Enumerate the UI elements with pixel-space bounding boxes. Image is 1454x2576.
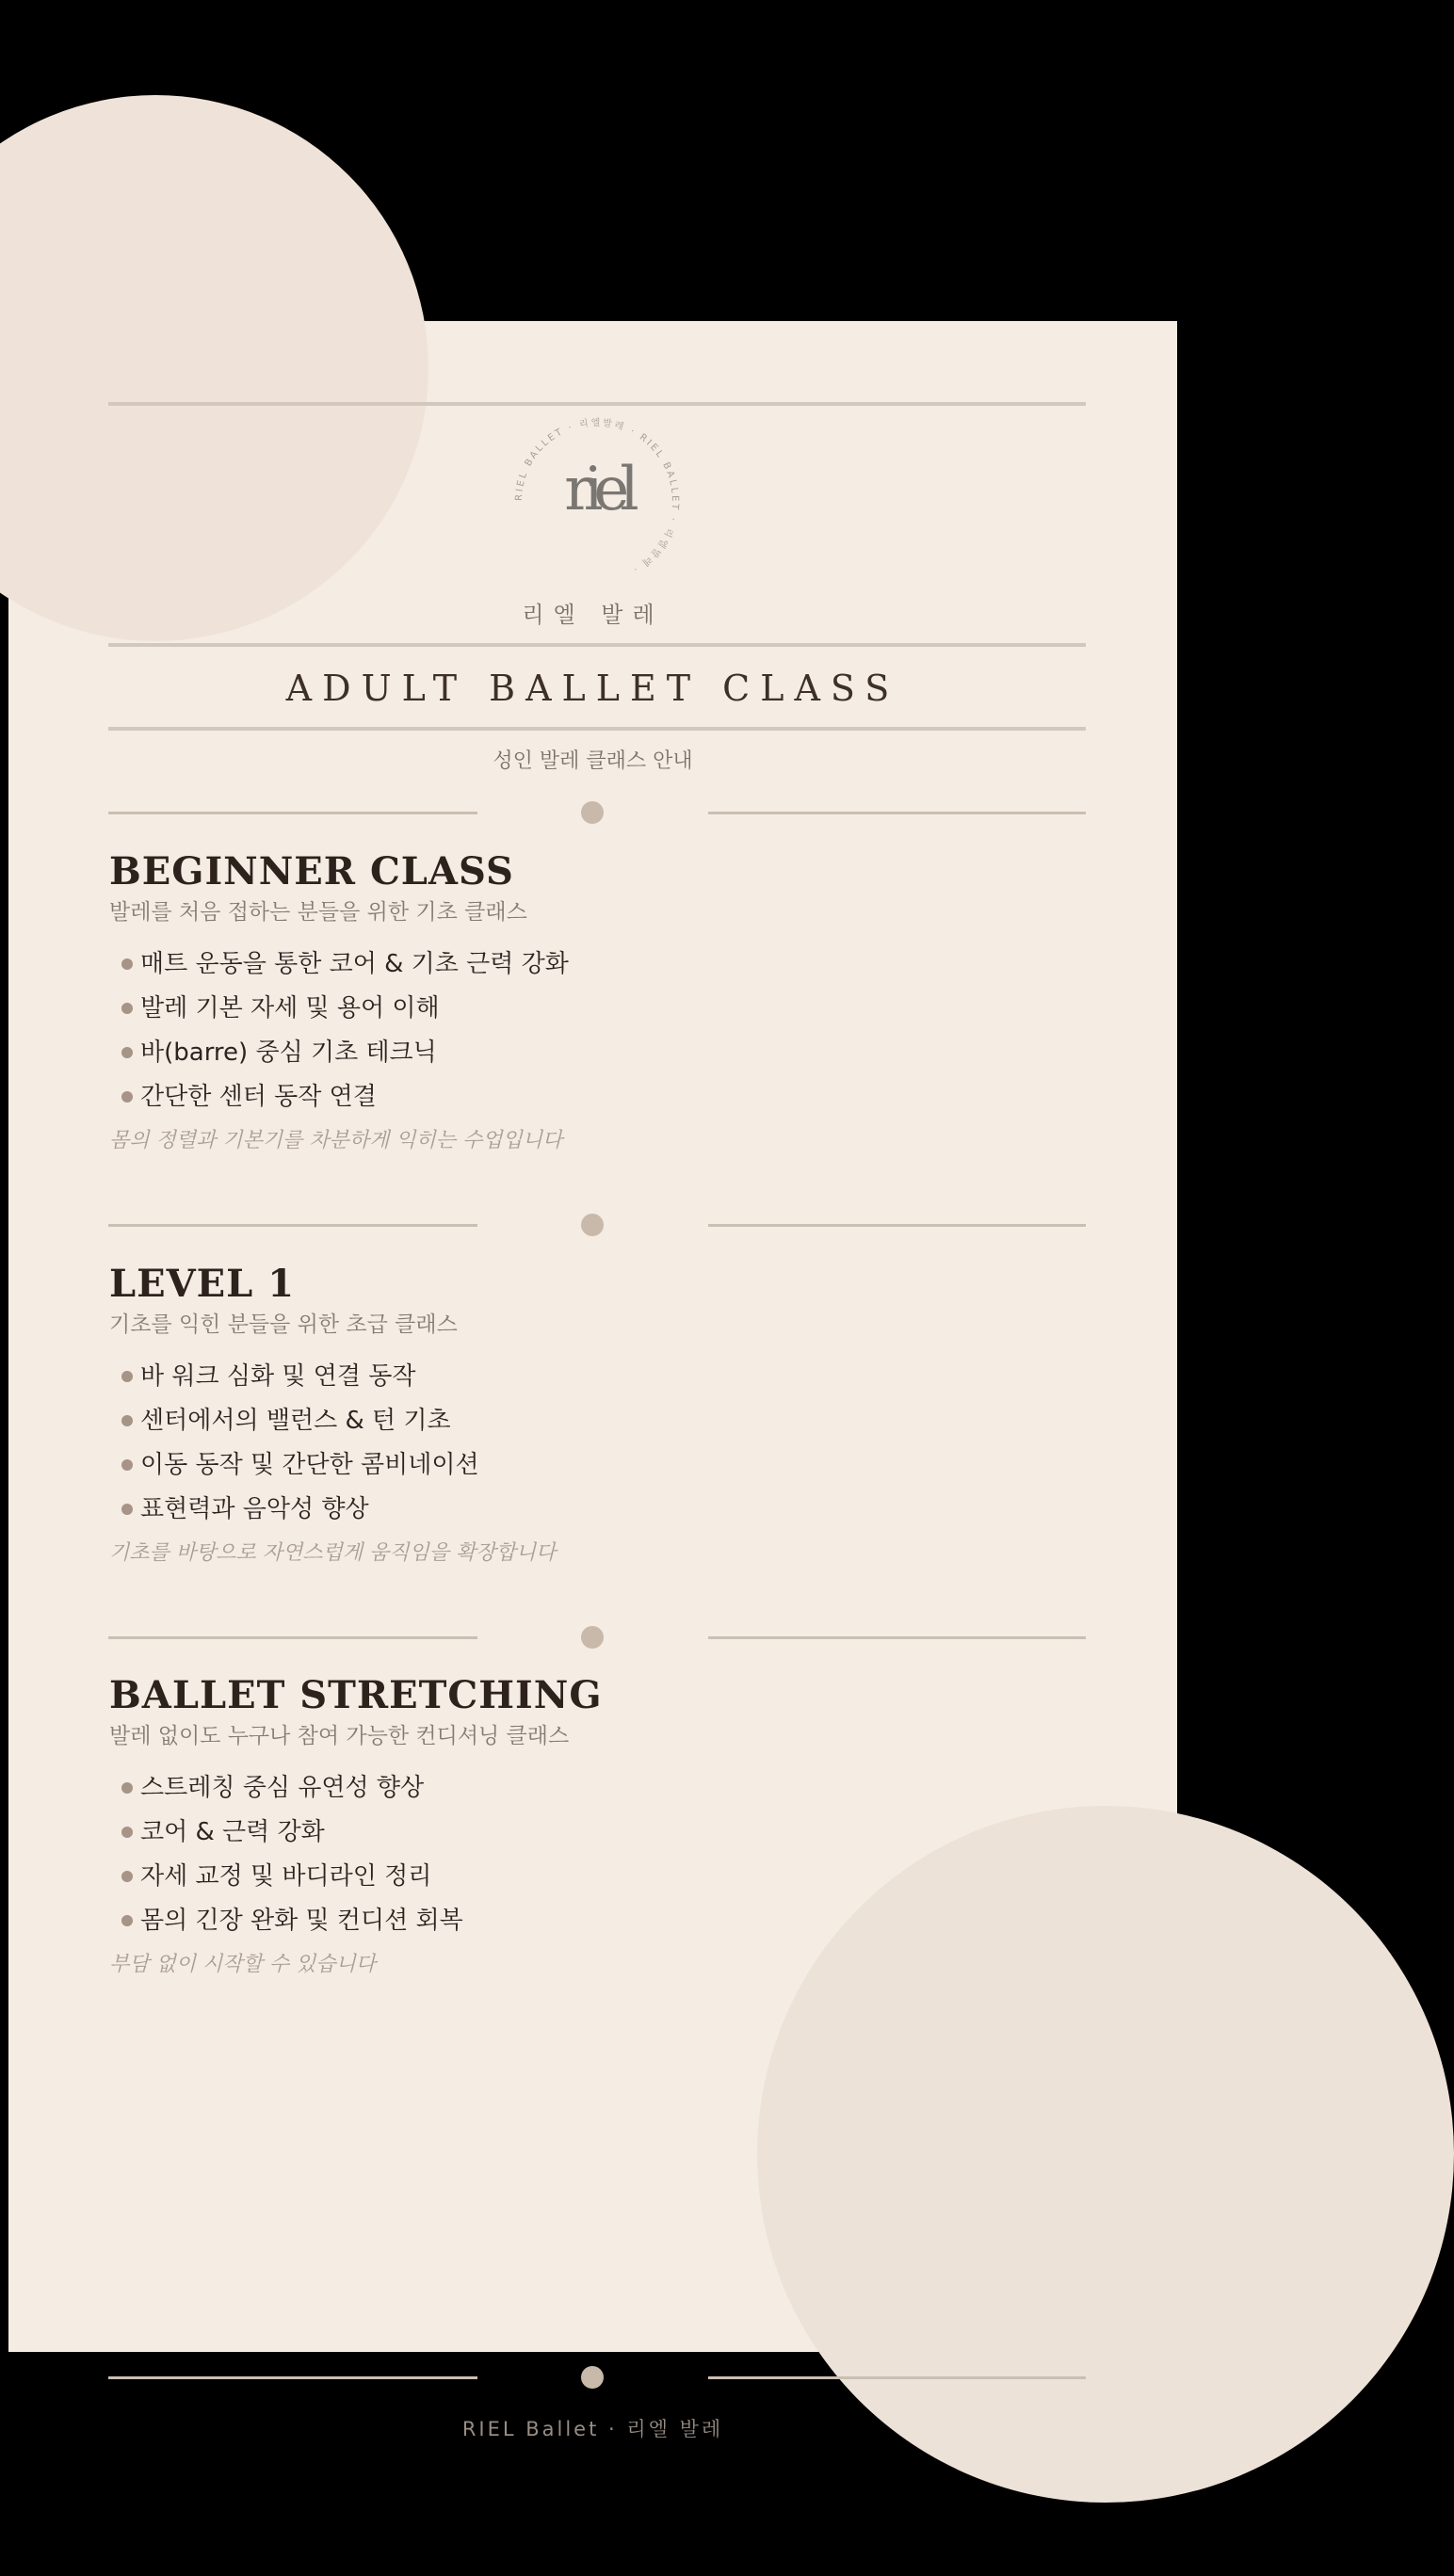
list-item-text: 바(barre) 중심 기초 테크닉 (140, 1038, 437, 1067)
section-note: 부담 없이 시작할 수 있습니다 (109, 1953, 376, 1976)
list-item-text: 코어 & 근력 강화 (140, 1818, 325, 1846)
bullet-dot-icon (121, 1003, 133, 1014)
divider-dot (581, 1214, 604, 1236)
brand-name-kr: 리엘 발레 (522, 602, 664, 628)
section-title: BALLET STRETCHING (109, 1673, 603, 1717)
list-item-text: 스트레칭 중심 유연성 향상 (140, 1774, 425, 1802)
list-item (109, 1079, 1051, 1123)
list-item (109, 1403, 1051, 1447)
divider-dot (581, 2366, 604, 2389)
section-item-list (109, 946, 1051, 1123)
section-subtitle: 발레 없이도 누구나 참여 가능한 컨디셔닝 클래스 (109, 1724, 570, 1748)
bullet-dot-icon (121, 1459, 133, 1471)
list-item-text: 자세 교정 및 바디라인 정리 (140, 1862, 432, 1891)
section-item-list (109, 1770, 1051, 1947)
decorative-circle-top-left (0, 95, 428, 641)
bullet-dot-icon (121, 1504, 133, 1515)
top-rule (108, 402, 1086, 406)
list-item (109, 1859, 1051, 1903)
list-item (109, 1447, 1051, 1491)
list-item (109, 1491, 1051, 1536)
page-subtitle: 성인 발레 클래스 안내 (493, 749, 693, 773)
list-item-text: 표현력과 음악성 향상 (140, 1495, 369, 1523)
section-beginner (109, 848, 1051, 1157)
section-note: 몸의 정렬과 기본기를 차분하게 익히는 수업입니다 (109, 1129, 563, 1152)
bullet-dot-icon (121, 1827, 133, 1838)
bullet-dot-icon (121, 1915, 133, 1926)
logo-ring-text: RIEL BALLET · 리엘발레 · RIEL BALLET · 리엘발레 · (513, 417, 681, 575)
bullet-dot-icon (121, 1782, 133, 1794)
list-item (109, 946, 1051, 990)
section-note: 기초를 바탕으로 자연스럽게 움직임을 확장합니다 (109, 1541, 557, 1565)
section-title: BEGINNER CLASS (109, 849, 514, 894)
bullet-dot-icon (121, 1091, 133, 1103)
list-item (109, 1359, 1051, 1403)
title-rule-top (108, 643, 1086, 647)
divider-dot (581, 801, 604, 824)
bullet-dot-icon (121, 958, 133, 970)
list-item-text: 이동 동작 및 간단한 콤비네이션 (140, 1451, 479, 1479)
section-item-list (109, 1359, 1051, 1536)
bullet-dot-icon (121, 1415, 133, 1426)
footer-text: RIEL Ballet · 리엘 발레 (461, 2418, 724, 2440)
bullet-dot-icon (121, 1047, 133, 1058)
list-item-text: 간단한 센터 동작 연결 (140, 1083, 377, 1111)
list-item (109, 1903, 1051, 1947)
list-item-text: 매트 운동을 통한 코어 & 기초 근력 강화 (140, 950, 569, 978)
list-item-text: 몸의 긴장 완화 및 컨디션 회복 (140, 1907, 463, 1935)
list-item-text: 바 워크 심화 및 연결 동작 (140, 1362, 416, 1391)
bullet-dot-icon (121, 1871, 133, 1882)
section-subtitle: 발레를 처음 접하는 분들을 위한 기초 클래스 (109, 900, 527, 925)
bullet-dot-icon (121, 1371, 133, 1382)
list-item (109, 990, 1051, 1035)
divider-dot (581, 1626, 604, 1649)
list-item (109, 1814, 1051, 1859)
section-subtitle: 기초를 익힌 분들을 위한 초급 클래스 (109, 1312, 458, 1337)
page-title: ADULT BALLET CLASS (285, 668, 900, 709)
list-item (109, 1035, 1051, 1079)
section-title: LEVEL 1 (109, 1262, 296, 1306)
title-rule-bottom (108, 727, 1086, 731)
riel-logo (503, 411, 691, 590)
list-item-text: 발레 기본 자세 및 용어 이해 (140, 994, 440, 1022)
poster (8, 321, 1177, 2440)
section-level-1 (109, 1261, 1051, 1570)
section-ballet-stretching (109, 1672, 1051, 1981)
list-item-text: 센터에서의 밸런스 & 턴 기초 (140, 1407, 451, 1435)
list-item (109, 1770, 1051, 1814)
logo-monogram: riel (564, 455, 630, 524)
